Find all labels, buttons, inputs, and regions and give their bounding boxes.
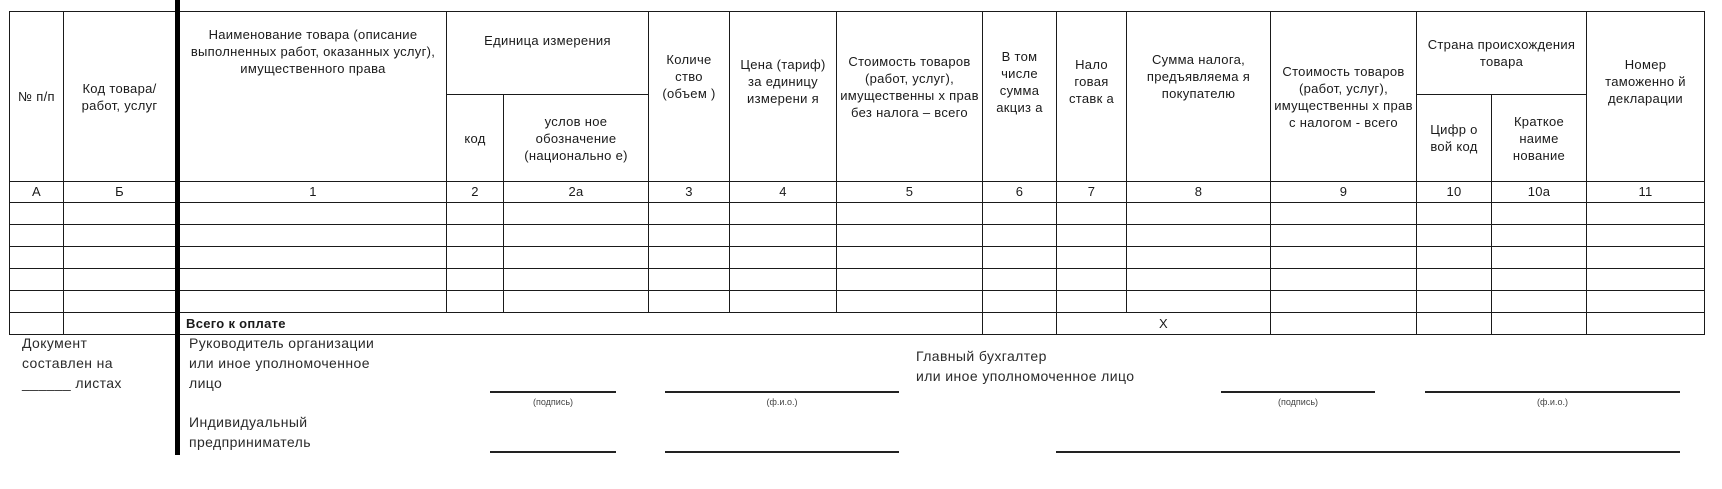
- column-index-row: [10, 182, 1705, 203]
- table-cell[interactable]: [10, 291, 64, 313]
- header-unit-symbol: услов ное обозначение (национально е): [504, 95, 649, 182]
- entrepreneur-line-1: Индивидуальный: [189, 414, 308, 430]
- table-cell[interactable]: [730, 291, 837, 313]
- table-cell[interactable]: [1587, 291, 1705, 313]
- table-cell[interactable]: [504, 269, 649, 291]
- index-cell: 11: [1587, 182, 1705, 203]
- table-cell[interactable]: [983, 203, 1057, 225]
- table-row: [10, 203, 1705, 225]
- table-cell[interactable]: [447, 269, 504, 291]
- head-signature-line[interactable]: [490, 391, 616, 393]
- header-qty: Количе ство (объем ): [649, 12, 730, 182]
- table-cell[interactable]: [1417, 291, 1492, 313]
- sheets-line-3[interactable]: ______ листах: [22, 375, 122, 391]
- header-code: Код товара/ работ, услуг: [64, 12, 178, 182]
- table-cell[interactable]: [837, 291, 983, 313]
- head-fio-caption: (ф.и.о.): [766, 397, 798, 407]
- table-cell[interactable]: [730, 203, 837, 225]
- table-row: [10, 225, 1705, 247]
- table-cell[interactable]: [1587, 247, 1705, 269]
- header-cost-no-tax: Стоимость товаров (работ, услуг), имущественны х прав без налога – всего: [837, 12, 983, 182]
- sheets-line-2: составлен на: [22, 355, 113, 371]
- accountant-signature-caption: (подпись): [1277, 397, 1319, 407]
- table-row: [10, 247, 1705, 269]
- table-cell[interactable]: [10, 269, 64, 291]
- table-cell[interactable]: [1417, 269, 1492, 291]
- table-cell[interactable]: [64, 225, 178, 247]
- table-cell[interactable]: [649, 247, 730, 269]
- total-cell-code[interactable]: [64, 313, 178, 335]
- table-cell[interactable]: [1127, 291, 1271, 313]
- table-cell[interactable]: [178, 203, 447, 225]
- index-cell: 10: [1417, 182, 1492, 203]
- table-cell[interactable]: [64, 291, 178, 313]
- total-country-code[interactable]: [1492, 313, 1587, 335]
- table-cell[interactable]: [10, 247, 64, 269]
- table-cell[interactable]: [1057, 247, 1127, 269]
- table-cell[interactable]: [64, 203, 178, 225]
- head-line-2: или иное уполномоченное: [189, 355, 370, 371]
- total-country-name[interactable]: [1587, 313, 1705, 335]
- head-signature-caption: (подпись): [532, 397, 574, 407]
- table-cell[interactable]: [837, 247, 983, 269]
- sheets-count-block: [22, 333, 122, 393]
- table-cell[interactable]: [1587, 203, 1705, 225]
- header-country-code: Цифр о вой код: [1417, 95, 1492, 182]
- table-cell[interactable]: [1271, 225, 1417, 247]
- thick-divider-bottom: [175, 318, 180, 455]
- table-cell[interactable]: [1127, 247, 1271, 269]
- total-label: Всего к оплате: [178, 313, 983, 335]
- head-label-block: [189, 333, 374, 393]
- table-cell[interactable]: [730, 247, 837, 269]
- table-cell[interactable]: [1492, 269, 1587, 291]
- total-cost-no-tax[interactable]: [983, 313, 1057, 335]
- table-cell[interactable]: [983, 225, 1057, 247]
- table-cell[interactable]: [649, 203, 730, 225]
- table-cell[interactable]: [837, 203, 983, 225]
- index-cell: 1: [178, 182, 447, 203]
- head-line-3: лицо: [189, 375, 223, 391]
- table-cell[interactable]: [447, 291, 504, 313]
- total-row: [10, 313, 1705, 335]
- header-tax-sum: Сумма налога, предъявляема я покупателю: [1127, 12, 1271, 182]
- index-cell: 7: [1057, 182, 1127, 203]
- header-cost-with-tax: Стоимость товаров (работ, услуг), имущественны х прав с налогом - всего: [1271, 12, 1417, 182]
- accountant-line-1: Главный бухгалтер: [916, 348, 1047, 364]
- index-cell: 2: [447, 182, 504, 203]
- index-cell: Б: [64, 182, 178, 203]
- table-row: [10, 291, 1705, 313]
- table-cell[interactable]: [983, 269, 1057, 291]
- accountant-fio-caption: (ф.и.о.): [1537, 397, 1568, 407]
- index-cell: 10а: [1492, 182, 1587, 203]
- table-cell[interactable]: [64, 247, 178, 269]
- table-cell[interactable]: [1492, 203, 1587, 225]
- total-tax-sum[interactable]: [1271, 313, 1417, 335]
- table-cell[interactable]: [1492, 247, 1587, 269]
- table-cell[interactable]: [504, 203, 649, 225]
- header-excise: В том числе сумма акциз а: [983, 12, 1057, 182]
- table-cell[interactable]: [1417, 225, 1492, 247]
- total-cost-with-tax[interactable]: [1417, 313, 1492, 335]
- table-cell[interactable]: [649, 225, 730, 247]
- table-cell[interactable]: [1417, 203, 1492, 225]
- header-country-name: Краткое наиме нование: [1492, 95, 1587, 182]
- table-cell[interactable]: [1587, 269, 1705, 291]
- sheets-line-1: Документ: [22, 335, 88, 351]
- table-cell[interactable]: [178, 247, 447, 269]
- accountant-signature-line[interactable]: [1221, 391, 1375, 393]
- table-cell[interactable]: [1127, 225, 1271, 247]
- table-cell[interactable]: [983, 247, 1057, 269]
- table-cell[interactable]: [1127, 269, 1271, 291]
- header-unit-group: Единица измерения: [447, 12, 649, 95]
- table-cell[interactable]: [837, 269, 983, 291]
- table-cell[interactable]: [1057, 203, 1127, 225]
- index-cell: 9: [1271, 182, 1417, 203]
- entrepreneur-label-block: [189, 412, 311, 452]
- head-fio-line[interactable]: [665, 391, 899, 393]
- entrepreneur-line-2: предприниматель: [189, 434, 311, 450]
- table-cell[interactable]: [504, 225, 649, 247]
- table-cell[interactable]: [1271, 203, 1417, 225]
- table-cell[interactable]: [649, 291, 730, 313]
- entrepreneur-fio-line[interactable]: [665, 451, 899, 453]
- accountant-fio-line[interactable]: [1425, 391, 1680, 393]
- table-cell[interactable]: [1492, 291, 1587, 313]
- total-excise-rate-mark: X: [1057, 313, 1271, 335]
- table-cell[interactable]: [1417, 247, 1492, 269]
- table-cell[interactable]: [447, 203, 504, 225]
- accountant-line-2: или иное уполномоченное лицо: [916, 368, 1135, 384]
- entrepreneur-signature-line[interactable]: [490, 451, 616, 453]
- table-cell[interactable]: [1587, 225, 1705, 247]
- header-unit-code: код: [447, 95, 504, 182]
- table-cell[interactable]: [178, 269, 447, 291]
- table-cell[interactable]: [10, 203, 64, 225]
- header-tax-rate: Нало говая ставк а: [1057, 12, 1127, 182]
- table-cell[interactable]: [1057, 291, 1127, 313]
- table-cell[interactable]: [649, 269, 730, 291]
- index-cell: 8: [1127, 182, 1271, 203]
- table-cell[interactable]: [64, 269, 178, 291]
- header-num: № п/п: [10, 12, 64, 182]
- invoice-table: [9, 11, 1705, 335]
- table-cell[interactable]: [504, 291, 649, 313]
- table-cell[interactable]: [447, 247, 504, 269]
- header-country-group: Страна происхождения товара: [1417, 12, 1587, 95]
- entrepreneur-registration-line[interactable]: [1056, 451, 1680, 453]
- table-cell[interactable]: [10, 225, 64, 247]
- header-price: Цена (тариф) за единицу измерени я: [730, 12, 837, 182]
- table-cell[interactable]: [1057, 269, 1127, 291]
- table-cell[interactable]: [504, 247, 649, 269]
- table-cell[interactable]: [1271, 291, 1417, 313]
- index-cell: 5: [837, 182, 983, 203]
- table-cell[interactable]: [983, 291, 1057, 313]
- index-cell: 3: [649, 182, 730, 203]
- table-cell[interactable]: [1271, 269, 1417, 291]
- table-cell[interactable]: [730, 225, 837, 247]
- table-row: [10, 269, 1705, 291]
- index-cell: А: [10, 182, 64, 203]
- table-cell[interactable]: [730, 269, 837, 291]
- header-name: Наименование товара (описание выполненных работ, оказанных услуг), имущественного права: [178, 12, 447, 182]
- header-customs: Номер таможенно й декларации: [1587, 12, 1705, 182]
- table-cell[interactable]: [1127, 203, 1271, 225]
- total-cell-num[interactable]: [10, 313, 64, 335]
- accountant-label-block: [916, 346, 1134, 386]
- index-cell: 4: [730, 182, 837, 203]
- table-cell[interactable]: [178, 225, 447, 247]
- table-cell[interactable]: [837, 225, 983, 247]
- table-cell[interactable]: [178, 291, 447, 313]
- index-cell: 2а: [504, 182, 649, 203]
- table-cell[interactable]: [1492, 225, 1587, 247]
- head-line-1: Руководитель организации: [189, 335, 375, 351]
- table-cell[interactable]: [1057, 225, 1127, 247]
- table-cell[interactable]: [1271, 247, 1417, 269]
- table-cell[interactable]: [447, 225, 504, 247]
- index-cell: 6: [983, 182, 1057, 203]
